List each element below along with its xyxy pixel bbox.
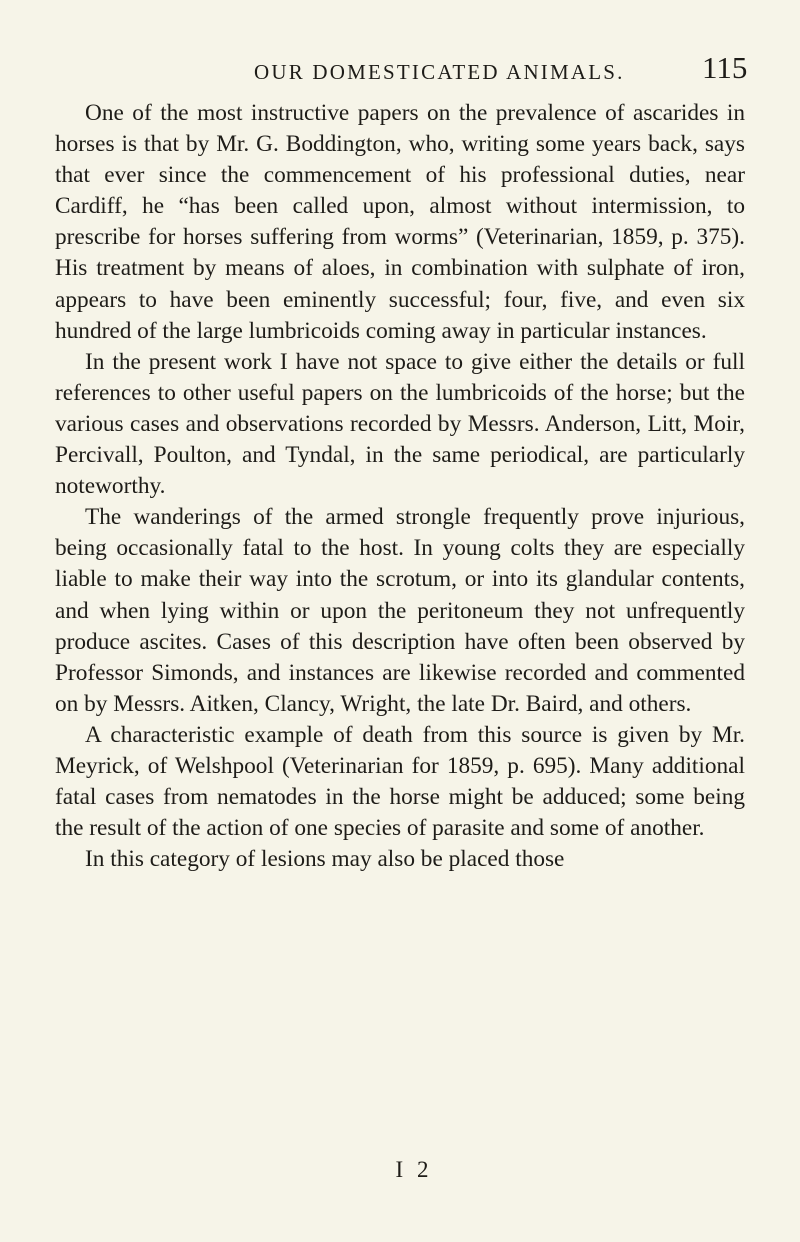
paragraph-lumbricoids: In the present work I have not space to give either the details or full references to other useful papers on the lumbricoids of the horse; but the various cases and observations recorded by Messrs. Anderson, Litt, Moir, Percivall, Poulton, and Tyndal, in the same periodical, are particularly noteworthy.	[55, 348, 745, 500]
body-text	[55, 98, 745, 875]
paragraph-category-of-lesions: In this category of lesions may also be placed those	[85, 846, 565, 873]
page-number: 115	[702, 50, 748, 85]
running-title: OUR DOMESTICATED ANIMALS.	[254, 60, 625, 84]
paragraph-armed-strongle: The wanderings of the armed strongle frequently prove injurious, being occasionally fatal to the host. In young colts they are especially liable to make their way into the scrotum, or into its glandular contents, and when lying within or upon the peritoneum they not unfrequently produce ascites. Cases of this description have often been observed by Professor Simonds, and instances are likewise recorded and commented on by Messrs. Aitken, Clancy, Wright, the late Dr. Baird, and others.	[55, 504, 745, 717]
running-head	[0, 48, 800, 88]
signature-mark: I 2	[395, 1157, 433, 1182]
paragraph-ascarides: One of the most instructive papers on the prevalence of ascarides in horses is that by Mr. G. Boddington, who, writing some years back, says that ever since the commencement of his professional duties, near Cardiff, he “has been called upon, almost without intermission, to prescribe for horses suffering from worms” (Veterinarian, 1859, p. 375). His treatment by means of aloes, in combination with sulphate of iron, appears to have been eminently successful; four, five, and even six hundred of the large lumbricoids coming away in particular instances.	[55, 100, 745, 344]
paragraph-characteristic-example: A characteristic example of death from this source is given by Mr. Meyrick, of Welshpool (Veterinarian for 1859, p. 695). Many additional fatal cases from nematodes in the horse might be adduced; some being the result of the action of one species of parasite and some of another.	[55, 721, 745, 842]
